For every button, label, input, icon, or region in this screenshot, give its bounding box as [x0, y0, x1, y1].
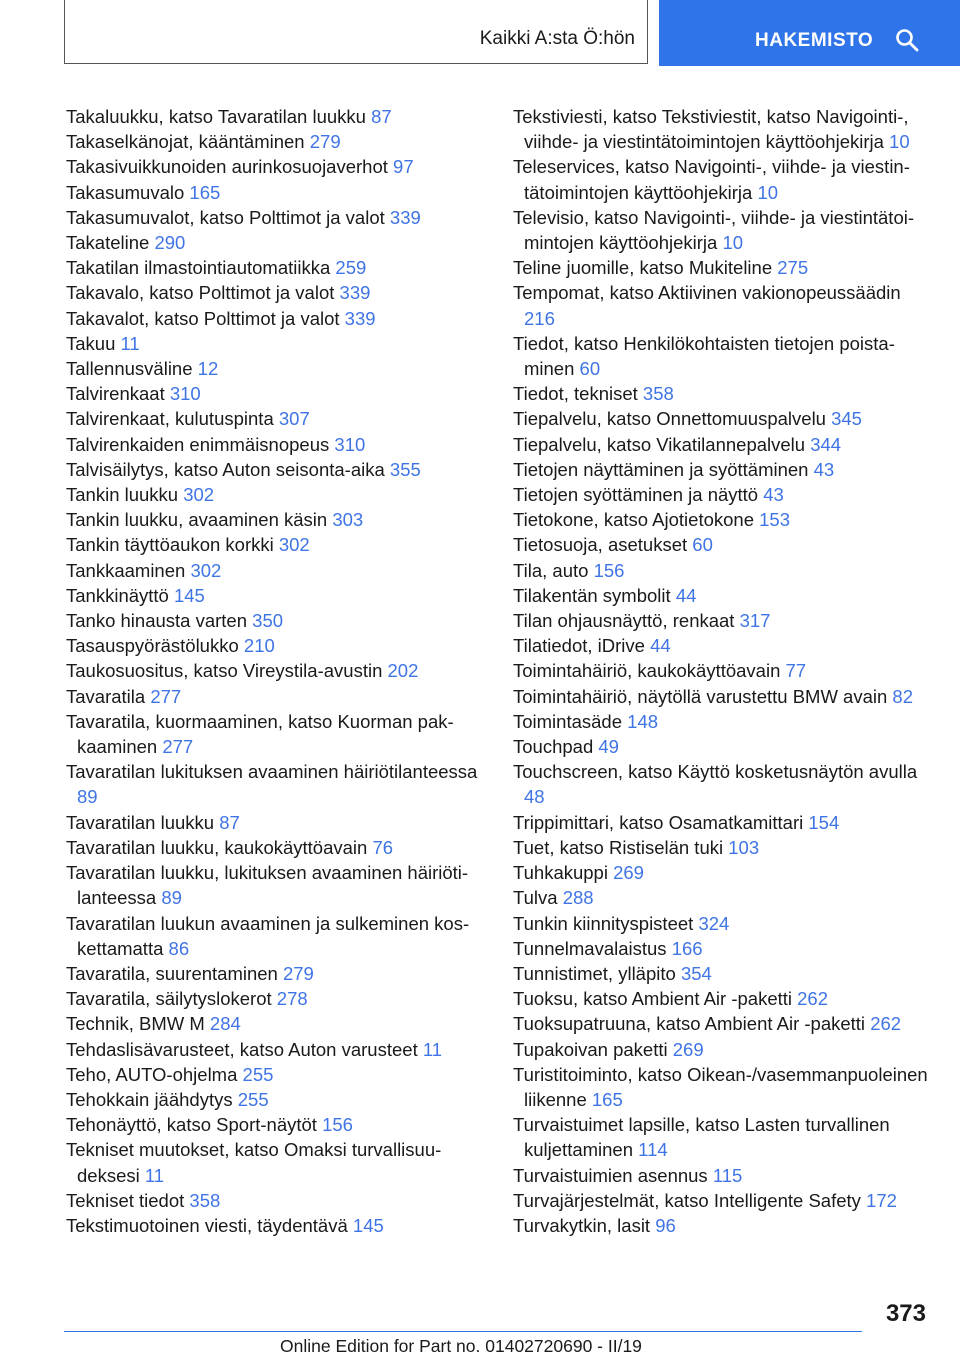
page-link[interactable]: 82: [892, 685, 913, 707]
index-entry-text: Tunkin kiinnityspisteet: [513, 912, 694, 934]
page-link[interactable]: 12: [197, 358, 219, 380]
page-link[interactable]: 43: [763, 484, 784, 506]
index-entry-text: Tavaratilan luukku: [66, 811, 215, 833]
index-entry-text: Talvirenkaiden enimmäisnopeus: [66, 433, 330, 455]
index-entry-text: Televisio, katso Navigointi-, viihde- ja viestintätoimintojen käyttöohjekirja: [513, 206, 915, 254]
search-icon: [895, 28, 919, 52]
index-entry: [513, 936, 933, 961]
index-entry: [513, 406, 933, 431]
index-entry: [513, 1011, 933, 1036]
index-entry-text: Takasumuvalot, katso Polttimot ja valot: [66, 206, 385, 228]
page-link[interactable]: 310: [334, 433, 366, 455]
page-link[interactable]: 10: [722, 232, 744, 254]
index-entry: [66, 129, 486, 154]
index-entry: [513, 986, 933, 1011]
page-link[interactable]: 145: [173, 584, 205, 606]
page-link[interactable]: 358: [642, 383, 674, 405]
index-entry: [66, 1112, 486, 1137]
index-entry: [513, 558, 933, 583]
index-entry-text: Toimintahäiriö, kaukokäyttöavain: [513, 660, 781, 682]
page-link[interactable]: 77: [785, 660, 807, 682]
index-entry-text: Tuet, katso Ristiselän tuki: [513, 836, 724, 858]
index-entry: [66, 280, 486, 305]
index-entry-text: Tekstimuotoinen viesti, täydentävä: [66, 1214, 348, 1236]
page-link[interactable]: 216: [524, 307, 555, 329]
index-entry-text: Tiepalvelu, katso Vikatilannepalvelu: [513, 433, 806, 455]
index-entry: [513, 860, 933, 885]
index-entry: [513, 154, 933, 204]
index-entry-text: Turistitoiminto, katso Oikean-/vasemmanpuoleinen liikenne: [513, 1063, 928, 1110]
index-entry-text: Technik, BMW M: [66, 1013, 205, 1035]
index-entry: [513, 255, 933, 280]
page-link[interactable]: 355: [389, 458, 421, 480]
index-entry: [66, 633, 486, 658]
index-entry: [66, 558, 486, 583]
index-entry-text: Touchpad: [513, 736, 594, 758]
page-link[interactable]: 354: [680, 962, 712, 984]
page-link[interactable]: 278: [276, 988, 308, 1010]
index-entry: [66, 684, 486, 709]
index-entry: [66, 1213, 486, 1238]
index-entry-text: Tupakoivan paketti: [513, 1038, 668, 1060]
index-entry: [513, 759, 933, 809]
page-link[interactable]: 202: [387, 660, 419, 682]
section-tab[interactable]: [64, 0, 648, 64]
page-link[interactable]: 324: [698, 912, 730, 934]
index-entry: [513, 734, 933, 759]
index-entry-text: Tavaratilan luukku, lukituksen avaaminen häiriötilanteessa: [66, 862, 469, 909]
index-entry-text: Tiepalvelu, katso Onnettomuuspalvelu: [513, 408, 826, 430]
index-entry: [66, 356, 486, 381]
page-link[interactable]: 44: [675, 584, 697, 606]
page-link[interactable]: 302: [278, 534, 310, 556]
page-link[interactable]: 344: [810, 433, 842, 455]
page-link[interactable]: 345: [831, 408, 862, 430]
page-link[interactable]: 350: [252, 610, 284, 632]
page-link[interactable]: 11: [144, 1164, 165, 1186]
index-entry: [513, 1213, 933, 1238]
index-entry: [513, 205, 933, 255]
index-entry-text: Teleservices, katso Navigointi-, viihde- ja viestintätoimintojen käyttöohjekirja: [513, 156, 910, 203]
index-entry-text: Touchscreen, katso Käyttö kosketusnäytön avulla: [513, 761, 918, 783]
page-link[interactable]: 148: [627, 710, 659, 732]
index-entry: [66, 835, 486, 860]
page-link[interactable]: 89: [161, 887, 182, 909]
index-entry-text: Toimintahäiriö, näytöllä varustettu BMW avain: [513, 685, 888, 707]
index-entry: [513, 911, 933, 936]
section-title: Kaikki A:sta Ö:hön: [479, 28, 635, 49]
page-link[interactable]: 60: [579, 358, 601, 380]
index-entry-text: Tehonäyttö, katso Sport-näytöt: [66, 1114, 317, 1136]
index-entry: [513, 482, 933, 507]
page-link[interactable]: 165: [189, 181, 221, 203]
index-entry: [66, 986, 486, 1011]
page-link[interactable]: 262: [797, 988, 829, 1010]
index-entry: [66, 709, 486, 759]
index-entry-text: Toimintasäde: [513, 710, 623, 732]
index-entry-text: Takasivuikkunoiden aurinkosuojaverhot: [66, 156, 388, 178]
index-entry-text: Tempomat, katso Aktiivinen vakionopeussäädin: [513, 282, 901, 304]
index-entry-text: Talvirenkaat, kulutuspinta: [66, 408, 274, 430]
page-link[interactable]: 279: [309, 131, 341, 153]
index-entry-text: Tankin luukku, avaaminen käsin: [66, 509, 328, 531]
index-entry-text: Tulva: [513, 887, 558, 909]
index-entry-text: Trippimittari, katso Osamatkamittari: [513, 811, 804, 833]
page-link[interactable]: 103: [728, 836, 760, 858]
index-entry-text: Tila, auto: [513, 559, 589, 581]
index-entry: [66, 255, 486, 280]
index-entry: [66, 432, 486, 457]
index-entry: [66, 961, 486, 986]
index-entry: [66, 658, 486, 683]
index-entry-text: Tilatiedot, iDrive: [513, 635, 645, 657]
page-link[interactable]: 290: [154, 232, 186, 254]
index-entry: [513, 1062, 933, 1112]
page-link[interactable]: 114: [638, 1139, 668, 1161]
page-link[interactable]: 277: [162, 736, 194, 758]
index-entry-text: Talvirenkaat: [66, 383, 165, 405]
index-entry-text: Turvajärjestelmät, katso Intelligente Safety: [513, 1189, 861, 1211]
page-link[interactable]: 11: [120, 332, 140, 354]
index-entry-text: Tankin luukku: [66, 484, 179, 506]
index-entry: [513, 1163, 933, 1188]
page-link[interactable]: 302: [183, 484, 215, 506]
page-link[interactable]: 156: [322, 1114, 353, 1136]
index-entry-text: Tuhkakuppi: [513, 862, 608, 884]
index-entry: [513, 658, 933, 683]
index-entry-text: Takaselkänojat, kääntäminen: [66, 131, 305, 153]
page-link[interactable]: 259: [335, 257, 367, 279]
index-entry: [66, 1011, 486, 1036]
index-entry-text: Tilakentän symbolit: [513, 584, 671, 606]
index-entry: [66, 457, 486, 482]
page-link[interactable]: 87: [371, 106, 392, 127]
index-entry: [513, 709, 933, 734]
page-link[interactable]: 10: [889, 131, 910, 153]
index-entry-text: Tekniset muutokset, katso Omaksi turvallisuudeksesi: [66, 1139, 442, 1186]
page-link[interactable]: 43: [813, 458, 835, 480]
page-link[interactable]: 277: [150, 685, 182, 707]
index-entry-text: Taukosuositus, katso Vireystila-avustin: [66, 660, 383, 682]
page-link[interactable]: 86: [168, 937, 190, 959]
page-link[interactable]: 255: [242, 1063, 274, 1085]
page-link[interactable]: 10: [757, 181, 779, 203]
page-link[interactable]: 302: [190, 559, 222, 581]
footer-edition-text: Online Edition for Part no. 01402720690 - II/19: [280, 1336, 642, 1356]
index-entry-text: Tietokone, katso Ajotietokone: [513, 509, 754, 531]
index-entry: [66, 810, 486, 835]
page-link[interactable]: 11: [422, 1038, 443, 1060]
index-entry-text: Tekniset tiedot: [66, 1189, 185, 1211]
index-entry: [66, 608, 486, 633]
page-link[interactable]: 339: [344, 307, 376, 329]
page-link[interactable]: 210: [243, 635, 275, 657]
index-entry-text: Tuoksu, katso Ambient Air -paketti: [513, 988, 792, 1010]
page-number: 373: [885, 1300, 926, 1327]
page-link[interactable]: 339: [339, 282, 371, 304]
index-entry-text: Tiedot, katso Henkilökohtaisten tietojen poistaminen: [513, 332, 895, 380]
page-link[interactable]: 269: [672, 1038, 704, 1060]
page-link[interactable]: 310: [169, 383, 201, 405]
index-entry: [66, 406, 486, 431]
index-entry: [513, 331, 933, 381]
index-entry-text: Tasauspyörästölukko: [66, 635, 239, 657]
index-entry-text: Tankin täyttöaukon korkki: [66, 534, 274, 556]
index-entry-text: Takuu: [66, 332, 116, 354]
page-link[interactable]: 255: [237, 1088, 269, 1110]
index-entry: [66, 860, 486, 910]
index-entry-text: Tavaratilan luukku, kaukokäyttöavain: [66, 836, 368, 858]
index-entry: [513, 104, 933, 154]
index-entry: [66, 1062, 486, 1087]
page-link[interactable]: 156: [593, 559, 625, 581]
index-entry-text: Tavaratila, suurentaminen: [66, 962, 278, 984]
index-entry: [66, 759, 486, 809]
page-link[interactable]: 89: [77, 786, 98, 808]
page-link[interactable]: 87: [219, 811, 240, 833]
index-entry: [513, 1112, 933, 1162]
index-label: HAKEMISTO: [755, 30, 874, 51]
index-entry: [513, 835, 933, 860]
index-button[interactable]: [659, 0, 960, 66]
page-link[interactable]: 166: [671, 937, 703, 959]
index-entry: [513, 961, 933, 986]
index-entry-text: Takatilan ilmastointiautomatiikka: [66, 257, 331, 279]
index-column-right: [513, 104, 933, 1238]
index-entry-text: Tilan ohjausnäyttö, renkaat: [513, 610, 735, 632]
index-entry-text: Tekstiviesti, katso Tekstiviestit, katso Navigointi-, viihde- ja viestintätoimintojen käyttöohjekirja: [513, 106, 909, 153]
page-link[interactable]: 317: [739, 610, 771, 632]
index-entry: [513, 1188, 933, 1213]
page-link[interactable]: 153: [759, 509, 791, 531]
index-entry: [513, 885, 933, 910]
index-entry-text: Tietojen näyttäminen ja syöttäminen: [513, 458, 809, 480]
index-entry: [513, 280, 933, 330]
index-entry-text: Tavaratila, säilytyslokerot: [66, 988, 272, 1010]
index-entry: [66, 482, 486, 507]
page-link[interactable]: 96: [655, 1214, 676, 1236]
index-entry-text: Tavaratilan luukun avaaminen ja sulkeminen koskettamatta: [66, 912, 470, 959]
page-link[interactable]: 60: [692, 534, 713, 556]
index-entry: [66, 532, 486, 557]
page-link[interactable]: 275: [777, 257, 809, 279]
index-entry: [66, 205, 486, 230]
page-link[interactable]: 154: [808, 811, 840, 833]
page-link[interactable]: 145: [352, 1214, 384, 1236]
index-entry-text: Teline juomille, katso Mukiteline: [513, 257, 773, 279]
index-entry: [66, 154, 486, 179]
index-entry: [66, 1137, 486, 1187]
index-entry-text: Tehdaslisävarusteet, katso Auton varusteet: [66, 1038, 418, 1060]
page-link[interactable]: 284: [209, 1013, 241, 1035]
page-link[interactable]: 115: [712, 1164, 743, 1186]
page-link[interactable]: 307: [278, 408, 310, 430]
index-entry-text: Tankkinäyttö: [66, 584, 169, 606]
index-entry-text: Takavalot, katso Polttimot ja valot: [66, 307, 340, 329]
page-link[interactable]: 303: [332, 509, 364, 531]
index-column-left: [66, 104, 486, 1238]
index-entry: [66, 507, 486, 532]
page-link[interactable]: 358: [189, 1189, 221, 1211]
index-entry-text: Tunnelmavalaistus: [513, 937, 667, 959]
page-link[interactable]: 76: [372, 836, 394, 858]
index-entry: [513, 457, 933, 482]
index-entry: [513, 684, 933, 709]
page-link[interactable]: 97: [393, 156, 414, 178]
page-link[interactable]: 44: [650, 635, 671, 657]
index-entry-text: Tehokkain jäähdytys: [66, 1088, 233, 1110]
page-link[interactable]: 339: [389, 206, 421, 228]
index-entry-text: Takateline: [66, 232, 150, 254]
page-link[interactable]: 165: [591, 1088, 623, 1110]
index-entry: [66, 1188, 486, 1213]
index-entry-text: Tiedot, tekniset: [513, 383, 638, 405]
index-entry: [513, 608, 933, 633]
index-entry-text: Tietojen syöttäminen ja näyttö: [513, 484, 759, 506]
page-link[interactable]: 172: [866, 1189, 897, 1211]
index-entry-text: Takavalo, katso Polttimot ja valot: [66, 282, 335, 304]
index-entry: [66, 306, 486, 331]
index-entry: [66, 331, 486, 356]
index-entry: [513, 507, 933, 532]
index-entry: [66, 381, 486, 406]
page-link[interactable]: 288: [562, 887, 594, 909]
index-entry-text: Tanko hinausta varten: [66, 610, 248, 632]
index-entry-text: Turvakytkin, lasit: [513, 1214, 651, 1236]
index-entry: [513, 810, 933, 835]
index-entry-text: Tavaratila: [66, 685, 146, 707]
index-entry: [513, 583, 933, 608]
index-entry: [513, 1037, 933, 1062]
index-entry-text: Takasumuvalo: [66, 181, 185, 203]
index-entry: [513, 381, 933, 406]
index-entry-text: Turvaistuimet lapsille, katso Lasten turvallinen kuljettaminen: [513, 1114, 890, 1161]
index-entry-text: Takaluukku, katso Tavaratilan luukku: [66, 106, 366, 127]
page-link[interactable]: 262: [870, 1013, 902, 1035]
index-entry-text: Tavaratilan lukituksen avaaminen häiriötilanteessa: [66, 761, 478, 783]
index-entry: [513, 432, 933, 457]
index-entry: [66, 1087, 486, 1112]
index-entry: [513, 532, 933, 557]
index-entry-text: Tankkaaminen: [66, 559, 186, 581]
index-entry: [66, 1037, 486, 1062]
index-entry-text: Tallennusväline: [66, 358, 193, 380]
index-entry: [513, 633, 933, 658]
index-entry: [66, 583, 486, 608]
index-entry-text: Tunnistimet, ylläpito: [513, 962, 676, 984]
index-entry-text: Tavaratila, kuormaaminen, katso Kuorman pakkaaminen: [66, 710, 454, 758]
footer-divider: [64, 1331, 862, 1332]
index-entry-text: Talvisäilytys, katso Auton seisonta-aika: [66, 458, 385, 480]
page-link[interactable]: 269: [613, 862, 644, 884]
page-link[interactable]: 48: [524, 786, 545, 808]
index-entry: [66, 230, 486, 255]
page-link[interactable]: 49: [598, 736, 619, 758]
index-entry-text: Turvaistuimien asennus: [513, 1164, 708, 1186]
index-entry-text: Tuoksupatruuna, katso Ambient Air -paketti: [513, 1013, 866, 1035]
index-entry-text: Tietosuoja, asetukset: [513, 534, 688, 556]
page-link[interactable]: 279: [282, 962, 314, 984]
index-entry-text: Teho, AUTO-ohjelma: [66, 1063, 238, 1085]
index-entry: [66, 180, 486, 205]
index-entry: [66, 104, 486, 129]
index-entry: [66, 911, 486, 961]
